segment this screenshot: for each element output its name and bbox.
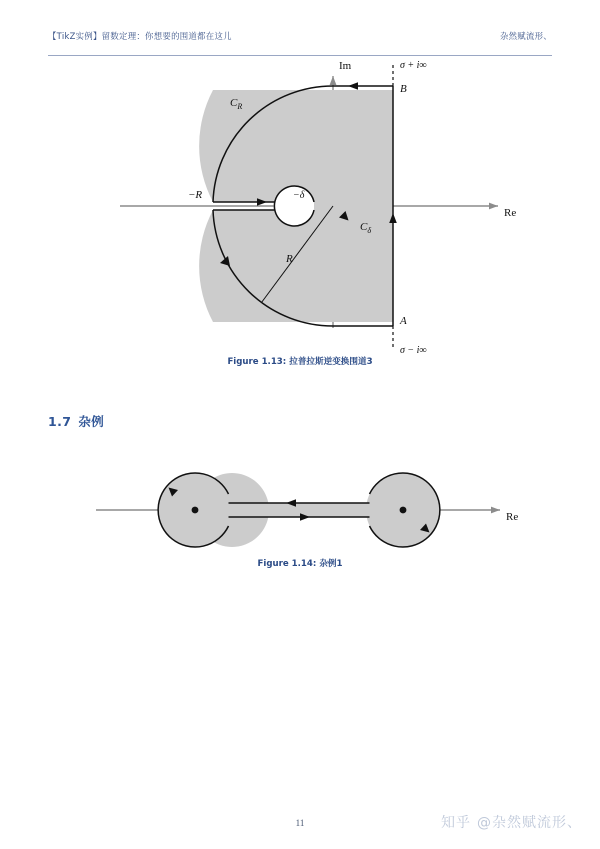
figure-1-13-caption	[48, 355, 552, 367]
watermark-site-name: 知乎	[441, 815, 471, 831]
figure-1-14-caption-label: Figure 1.14:	[257, 559, 317, 569]
dumbbell-label-real-axis: Re	[506, 511, 519, 523]
header-left-title: 【TikZ实例】留数定理：你想要的围道都在这儿	[48, 31, 232, 41]
figure-laplace-contour	[48, 56, 552, 356]
section-number: 1.7	[48, 414, 72, 429]
dumbbell-contour-diagram	[48, 448, 552, 566]
figure-dumbbell-contour	[48, 448, 552, 566]
label-imaginary-axis: Im	[339, 60, 352, 72]
left-singularity-dot	[192, 507, 199, 514]
section-title: 杂例	[78, 414, 105, 429]
label-minus-delta: −δ	[293, 190, 305, 201]
watermark	[441, 812, 582, 832]
label-sigma-plus-i-infinity: σ + i∞	[400, 60, 427, 71]
page-number: 11	[295, 818, 305, 828]
label-point-A: A	[400, 315, 407, 327]
watermark-user-handle: @杂然赋流形、	[477, 815, 582, 831]
label-real-axis: Re	[504, 207, 517, 219]
label-minus-R: −R	[188, 189, 203, 201]
imaginary-axis-arrowhead	[330, 76, 337, 85]
corridor-fill	[195, 503, 403, 517]
dumbbell-real-axis-arrowhead	[491, 507, 500, 514]
page-running-header	[48, 30, 552, 56]
figure-1-14-caption-text: 杂例1	[319, 559, 343, 569]
figure-1-13-caption-label: Figure 1.13:	[227, 357, 287, 367]
label-sigma-minus-i-infinity: σ − i∞	[400, 345, 427, 356]
label-small-circle-C-delta: $C_\delta$	[360, 221, 372, 235]
section-heading-1-7	[48, 412, 104, 430]
header-right-title: 杂然赋流形、	[499, 31, 552, 41]
figure-1-14-caption	[48, 557, 552, 569]
real-axis-arrowhead	[489, 203, 498, 210]
arrow-top-edge-leftward	[348, 82, 358, 90]
laplace-contour-diagram	[48, 56, 552, 356]
label-point-B: B	[400, 83, 407, 95]
figure-1-13-caption-text: 拉普拉斯逆变换围道3	[289, 357, 373, 367]
right-singularity-dot	[400, 507, 407, 514]
label-big-arc-CR: $C_R$	[230, 97, 243, 111]
label-radius-R: R	[286, 253, 293, 265]
